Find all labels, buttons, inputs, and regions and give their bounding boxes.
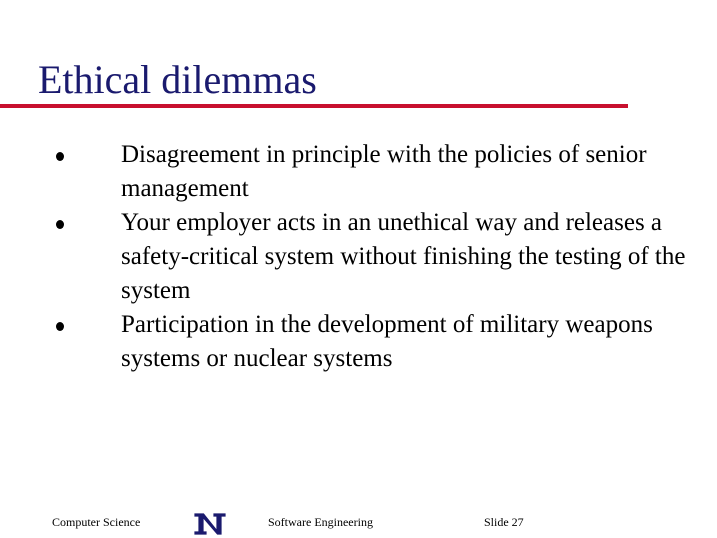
bullet-text: Disagreement in principle with the policies of senior management — [121, 141, 647, 202]
footer-course: Software Engineering — [268, 515, 373, 529]
bullet-text: Participation in the development of military weapons systems or nuclear systems — [121, 311, 653, 372]
footer-department: Computer Science — [52, 515, 141, 529]
slide-title: Ethical dilemmas — [38, 57, 317, 102]
bullet-dot-icon — [56, 322, 64, 331]
footer-slide-number: Slide 27 — [484, 515, 524, 529]
bullet-dot-icon — [56, 152, 64, 161]
bullet-text: Your employer acts in an unethical way and releases a safety-critical system without finishing the testing of the system — [121, 209, 686, 304]
bullet-list — [0, 138, 717, 376]
bullet-item — [0, 138, 717, 206]
bullet-item — [0, 206, 717, 308]
bullet-dot-icon — [56, 220, 64, 229]
bullet-item — [0, 308, 717, 376]
nebraska-n-logo-icon — [193, 511, 227, 537]
title-underline-rule — [0, 104, 628, 108]
